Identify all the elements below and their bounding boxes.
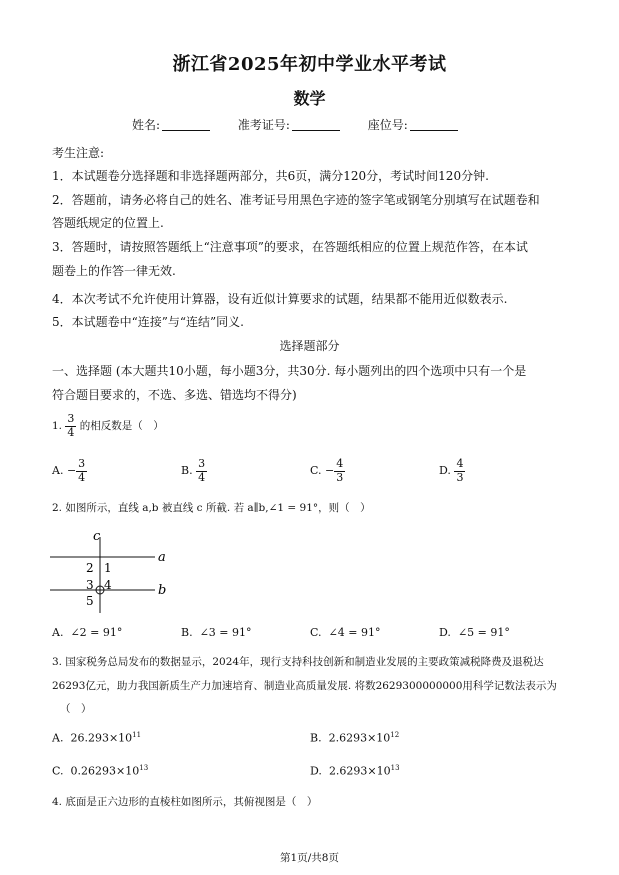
section-header: 选择题部分 [279,339,340,353]
label-a: a [158,550,166,565]
fraction-denominator: 3 [456,470,464,484]
option-label: A. [52,731,64,745]
notice-line: 1．本试题卷分选择题和非选择题两部分，共6页，满分120分，考试时间120分钟. [52,169,489,183]
seat-number-label: 座位号: [367,118,408,132]
option-label: D. [310,764,322,778]
notice-line: 5．本试题卷中“连接”与“连结”同义. [52,315,244,329]
fraction [196,458,207,484]
q3-option-c [52,764,148,778]
option-text: 26.293×10 [70,731,133,745]
fraction-denominator: 4 [67,425,75,439]
exponent: 13 [139,764,149,772]
q2-option-d [439,626,510,639]
angle-label-4: 4 [104,578,112,592]
q1-option-a [52,458,87,484]
option-text: 2.6293×10 [328,764,391,778]
option-label: C. [310,464,322,478]
minus-sign: − [325,464,335,478]
option-label: A. [52,464,64,478]
option-text: ∠4 = 91° [328,626,381,639]
angle-label-1: 1 [104,561,112,575]
minus-sign: − [66,464,77,478]
fraction-denominator: 3 [336,470,344,484]
angle-label-2: 2 [86,561,94,575]
question-2: 2. 如图所示，直线 a,b 被直线 c 所截. 若 a∥b,∠1 = 91°，则（ ） [52,502,371,514]
exam-title: 浙江省2025年初中学业水平考试 [172,54,447,75]
fraction [76,458,87,484]
fraction-numerator: 3 [67,412,75,425]
exponent: 12 [390,731,400,739]
option-text: ∠2 = 91° [70,626,123,639]
page-footer: 第1页/共8页 [280,852,339,864]
q3-option-a [52,731,141,745]
exam-number-label: 准考证号: [237,118,290,132]
q2-option-b [181,626,252,639]
seat-number-blank [410,130,458,131]
option-label: D. [439,626,451,639]
notice-line: 题卷上的作答一律无效. [52,264,176,278]
subject-title: 数学 [293,89,326,108]
q1-option-b [181,458,207,484]
exponent: 13 [390,764,400,772]
option-label: D. [439,464,451,478]
parallel-lines-figure [50,527,180,613]
fraction-numerator: 4 [336,457,344,470]
angle-label-5: 5 [86,594,94,608]
q1-option-c [310,458,345,484]
name-label: 姓名: [132,118,161,132]
part-instructions-line: 一、选择题 (本大题共10小题，每小题3分，共30分. 每小题列出的四个选项中只有一个是 [52,364,527,378]
question-number: 1. [52,420,63,433]
notice-line: 答题纸规定的位置上. [52,216,164,230]
q1-option-d [439,458,465,484]
notice-line: 3．答题时，请按照答题纸上“注意事项”的要求，在答题纸相应的位置上规范作答，在本试 [52,240,528,254]
q3-option-b [310,731,399,745]
option-text: ∠3 = 91° [199,626,252,639]
notice-title: 考生注意: [52,146,105,160]
fraction-denominator: 4 [198,470,206,484]
name-blank [162,130,210,131]
option-text: 2.6293×10 [328,731,391,745]
fraction-numerator: 3 [78,457,86,470]
part-instructions-line: 符合题目要求的，不选、多选、错选均不得分) [52,388,297,402]
option-text: ∠5 = 91° [457,626,510,639]
question-1 [52,413,164,439]
fraction [454,458,465,484]
option-text: 0.26293×10 [70,764,140,778]
q2-option-a [52,626,122,639]
option-label: B. [181,464,193,478]
answer-bracket: （ ） [60,703,92,715]
label-c: c [93,529,101,544]
label-b: b [158,583,167,598]
fraction [65,413,76,439]
option-label: B. [181,626,193,639]
notice-line: 4．本次考试不允许使用计算器，设有近似计算要求的试题，结果都不能用近似数表示. [52,292,508,306]
angle-label-3: 3 [86,578,94,592]
q3-option-d [310,764,400,778]
option-label: C. [310,626,322,639]
fraction-denominator: 4 [78,470,86,484]
question-3: 3. 国家税务总局发布的数据显示，2024年，现行支持科技创新和制造业发展的主要政策减税降费及退税达 [52,656,544,668]
fraction-numerator: 3 [198,457,206,470]
exam-number-blank [292,130,340,131]
notice-line: 2．答题前，请务必将自己的姓名、准考证号用黑色字迹的签字笔或钢笔分别填写在试题卷和 [52,193,540,207]
fraction [334,458,345,484]
exponent: 11 [132,731,142,739]
candidate-info-line [132,116,482,133]
option-label: C. [52,764,64,778]
question-text: 的相反数是（ ） [79,420,164,433]
option-label: A. [52,626,64,639]
question-4: 4. 底面是正六边形的直棱柱如图所示，其俯视图是（ ） [52,796,318,808]
question-3-continued: 26293亿元，助力我国新质生产力加速培育、制造业高质量发展. 将数2629300000000用科学记数法表示为 [52,680,557,692]
option-label: B. [310,731,322,745]
fraction-numerator: 4 [456,457,464,470]
q2-option-c [310,626,380,639]
